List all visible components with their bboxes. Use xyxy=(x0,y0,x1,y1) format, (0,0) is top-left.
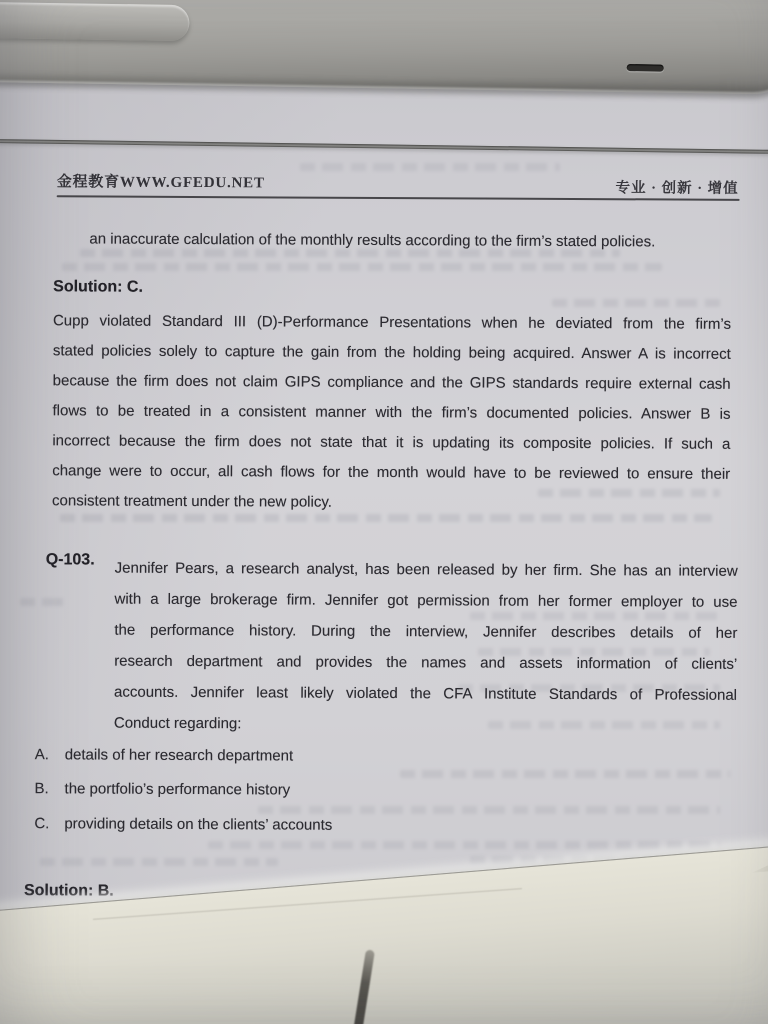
text-line: Cupp violated Standard III (D)-Performance Presentations when he deviated from the firm’s xyxy=(52,312,732,333)
solution-c-label: Solution: C. xyxy=(53,278,143,296)
question-paragraph xyxy=(114,553,738,742)
header-site-text: 金程教育WWW.GFEDU.NET xyxy=(56,174,265,192)
option-b-text: the portfolio’s performance history xyxy=(64,780,291,799)
text-line: research department and provides the names and assets information of clients’ xyxy=(114,652,738,673)
text-line: consistent treatment under the new policy. xyxy=(52,492,332,511)
text-line: Jennifer Pears, a research analyst, has been released by her firm. She has an interview xyxy=(114,559,738,580)
header-slogan-text: 专业 · 创新 · 增值 xyxy=(615,180,739,197)
text-line: change were to occur, all cash flows for the month would have to be reviewed to ensure their xyxy=(52,462,731,483)
option-b xyxy=(34,780,290,803)
text-line: stated policies solely to capture the gain from the holding being acquired. Answer A is incorrect xyxy=(52,342,731,363)
option-a-label: A. xyxy=(34,746,49,764)
text-line: because the firm does not claim GIPS compliance and the GIPS standards require external cash xyxy=(52,372,731,393)
text-line: accounts. Jennifer least likely violated the CFA Institute Standards of Professional xyxy=(114,683,738,704)
option-a-text: details of her research department xyxy=(64,746,294,765)
question-number: Q-103. xyxy=(45,551,95,569)
option-a xyxy=(35,746,294,769)
text-line: with a large brokerage firm. Jennifer got permission from her former employer to use xyxy=(114,590,738,611)
text-line: Conduct regarding: xyxy=(113,714,242,733)
option-c xyxy=(34,815,332,839)
option-c-label: C. xyxy=(34,815,50,833)
text-line: flows to be treated in a consistent manner with the firm’s documented policies. Answer B is xyxy=(52,402,731,423)
option-b-label: B. xyxy=(34,780,49,798)
solution-b-label: Solution: B. xyxy=(23,882,114,900)
option-c-text: providing details on the clients’ accounts xyxy=(64,815,333,834)
text-line: incorrect because the firm does not state that it is updating its composite policies. If such a xyxy=(52,432,731,453)
solution-c-paragraph xyxy=(52,306,731,520)
intro-line: an inaccurate calculation of the monthly results according to the firm’s stated policies. xyxy=(89,230,656,251)
text-line: the performance history. During the interview, Jennifer describes details of her xyxy=(114,621,738,642)
